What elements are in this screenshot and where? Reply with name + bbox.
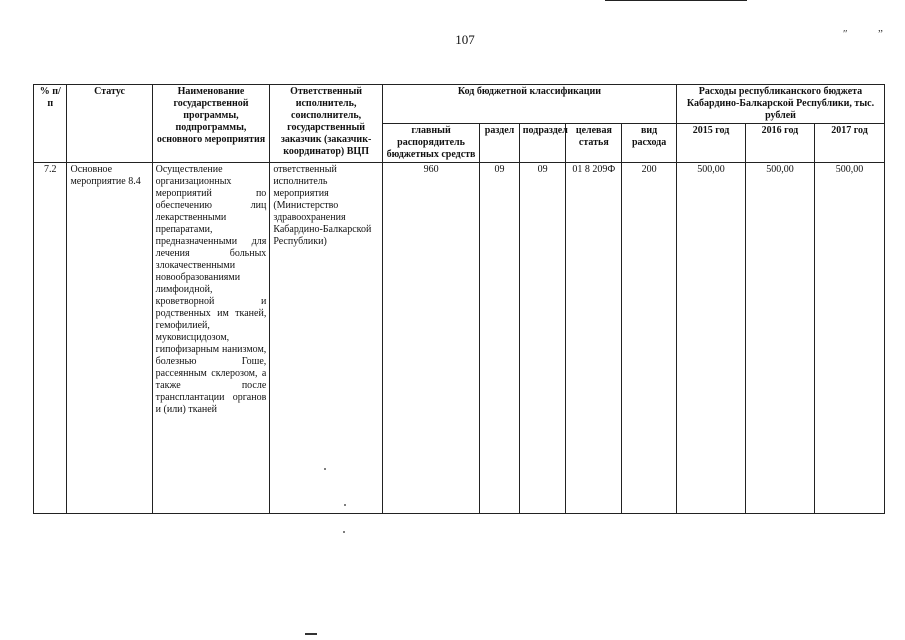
cell-expense-type: 200 bbox=[622, 163, 677, 514]
corner-mark-2: ” bbox=[878, 28, 883, 40]
header-2015: 2015 год bbox=[677, 124, 746, 163]
cell-name: Осуществление организационных мероприятий по обеспечению лиц лекарственными препаратами, предназначенными для лечения больных злокачественными новообразованиями лимфоидной, кроветворной и родственных им тканей, гемофилией, муковисцидозом, гипофизарным нанизмом, болезнью Гоше, рассеянным склерозом, а также после трансплантации органов и (или) тканей bbox=[152, 163, 270, 514]
header-2016: 2016 год bbox=[745, 124, 814, 163]
header-main-manager: главный распорядитель бюджетных средств bbox=[382, 124, 479, 163]
cell-status: Основное мероприятие 8.4 bbox=[67, 163, 152, 514]
header-status: Статус bbox=[67, 85, 152, 163]
header-budget-code-group: Код бюджетной классификации bbox=[382, 85, 676, 124]
cell-2015: 500,00 bbox=[677, 163, 746, 514]
header-expense-type: вид расхода bbox=[622, 124, 677, 163]
cell-2017: 500,00 bbox=[814, 163, 884, 514]
scan-speck bbox=[324, 468, 326, 470]
cell-target-article: 01 8 209Ф bbox=[566, 163, 622, 514]
cell-num: 7.2 bbox=[34, 163, 67, 514]
header-row-1 bbox=[34, 85, 885, 124]
page-number: 107 bbox=[455, 32, 475, 47]
cell-section: 09 bbox=[480, 163, 520, 514]
header-responsible: Ответственный исполнитель, соисполнитель, государственный заказчик (заказчик-координатор) ВЦП bbox=[270, 85, 383, 163]
cell-subsection: 09 bbox=[519, 163, 566, 514]
header-section: раздел bbox=[480, 124, 520, 163]
header-name: Наименование государственной программы, подпрограммы, основного мероприятия bbox=[152, 85, 270, 163]
budget-table bbox=[33, 84, 885, 514]
cell-responsible: ответственный исполнитель мероприятия (Министерство здравоохранения Кабардино-Балкарской Республики) bbox=[270, 163, 383, 514]
scan-speck bbox=[344, 504, 346, 506]
corner-mark-1: ″ bbox=[843, 28, 848, 40]
scan-speck bbox=[343, 531, 345, 533]
header-2017: 2017 год bbox=[814, 124, 884, 163]
table-row bbox=[34, 163, 885, 514]
header-target-article: целевая статья bbox=[566, 124, 622, 163]
header-expenses-group: Расходы республиканского бюджета Кабардино-Балкарской Республики, тыс. рублей bbox=[677, 85, 885, 124]
top-rule bbox=[605, 0, 747, 1]
cell-2016: 500,00 bbox=[745, 163, 814, 514]
scan-dash bbox=[305, 633, 317, 635]
header-subsection: подраздел bbox=[519, 124, 566, 163]
header-num: % п/п bbox=[34, 85, 67, 163]
cell-main-manager: 960 bbox=[382, 163, 479, 514]
